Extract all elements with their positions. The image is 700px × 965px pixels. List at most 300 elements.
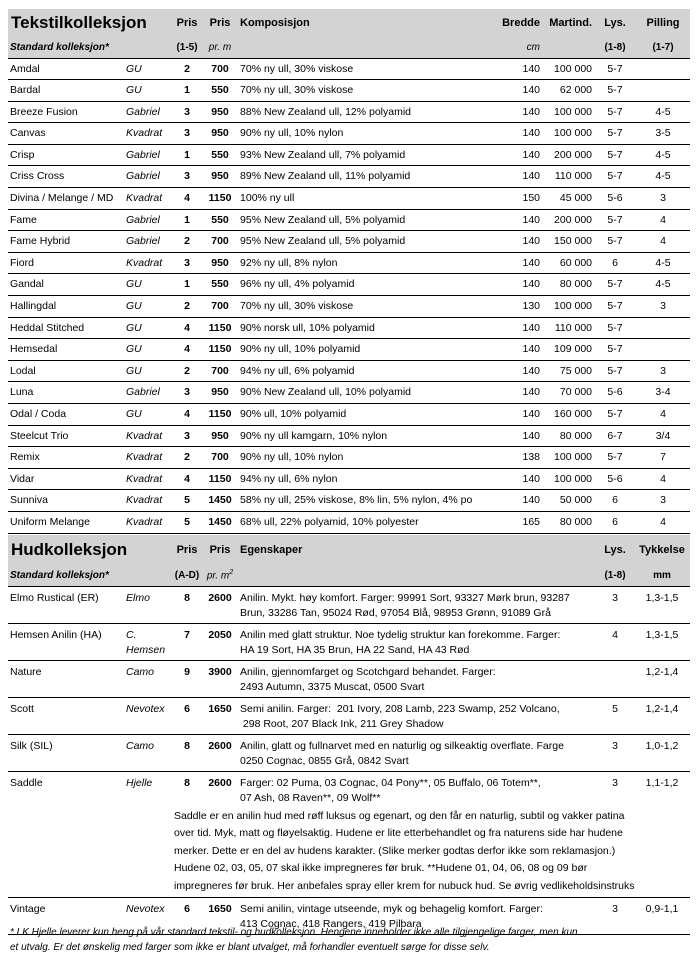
price: 700	[202, 360, 238, 382]
lightfastness: 5-7	[594, 339, 636, 361]
table-row	[8, 209, 690, 231]
price: 950	[202, 252, 238, 274]
pilling: 3/4	[636, 425, 690, 447]
composition: 92% ny ull, 8% nylon	[238, 252, 494, 274]
properties-line: Farger: 02 Puma, 03 Cognac, 04 Pony**, 05 Buffalo, 06 Totem**,	[240, 776, 541, 789]
width: 140	[494, 101, 542, 123]
width: 140	[494, 425, 542, 447]
supplier: Gabriel	[124, 382, 172, 404]
fabric-name: Odal / Coda	[8, 404, 124, 426]
width: 140	[494, 123, 542, 145]
price: 550	[202, 144, 238, 166]
fabric-name: Lodal	[8, 360, 124, 382]
price-group: 7	[172, 623, 202, 660]
lightfastness: 5-6	[594, 382, 636, 404]
fabric-name: Fame Hybrid	[8, 231, 124, 253]
supplier: GU	[124, 339, 172, 361]
price: 950	[202, 123, 238, 145]
price-group: 3	[172, 252, 202, 274]
properties-line: Anilin, gjennomfarget og Scotchgard behandet. Farger:	[240, 665, 496, 678]
price: 2050	[202, 623, 238, 660]
pilling	[636, 339, 690, 361]
note-line: merker. Dette er en del av hudens karakter. (Slike merker godtas derfor ikke som reklamasjon.)	[174, 844, 616, 857]
header-pilling: Pilling	[636, 9, 690, 37]
width: 140	[494, 209, 542, 231]
leather-header-thickness: Tykkelse	[634, 535, 690, 565]
table-row	[8, 771, 690, 808]
width: 140	[494, 231, 542, 253]
leather-title: Hudkolleksjon	[8, 535, 172, 565]
pilling: 4	[636, 404, 690, 426]
composition: 90% ny ull, 10% nylon	[238, 447, 494, 469]
price: 1650	[202, 697, 238, 734]
martindale: 110 000	[542, 166, 594, 188]
price-group: 6	[172, 898, 202, 935]
martindale: 45 000	[542, 188, 594, 210]
lightfastness: 5-6	[594, 188, 636, 210]
thickness: 1,2-1,4	[634, 697, 690, 734]
composition: 95% New Zealand ull, 5% polyamid	[238, 209, 494, 231]
note-line: impregneres før bruk. Her anbefales spray eller krem for nubuck hud. Se øvrig vedlikeholdsinstruks	[174, 879, 635, 892]
lightfastness: 3	[596, 898, 634, 935]
note-line: over tid. Myk, matt og fløyelsaktig. Hudene er lite etterbehandlet og fra naturens side har hudene	[174, 827, 623, 839]
table-row	[8, 697, 690, 734]
fabric-name: Crisp	[8, 144, 124, 166]
textile-subtitle: Standard kolleksjon*	[8, 37, 172, 58]
price-group: 9	[172, 660, 202, 697]
pilling: 7	[636, 447, 690, 469]
pilling: 4	[636, 231, 690, 253]
width: 140	[494, 360, 542, 382]
table-row	[8, 490, 690, 512]
pilling: 4	[636, 209, 690, 231]
martindale: 100 000	[542, 447, 594, 469]
lightfastness: 5-7	[594, 317, 636, 339]
width: 140	[494, 144, 542, 166]
width: 140	[494, 252, 542, 274]
price-group: 5	[172, 511, 202, 533]
supplier: Nevotex	[124, 898, 172, 935]
width: 165	[494, 511, 542, 533]
composition: 90% ny ull kamgarn, 10% nylon	[238, 425, 494, 447]
pilling	[636, 58, 690, 80]
price-group: 1	[172, 144, 202, 166]
supplier: GU	[124, 317, 172, 339]
price-group: 1	[172, 80, 202, 102]
martindale: 100 000	[542, 58, 594, 80]
width: 140	[494, 490, 542, 512]
lightfastness: 5-7	[594, 360, 636, 382]
price-group: 8	[184, 776, 190, 789]
price: 2600	[202, 586, 238, 623]
price-group: 1	[172, 209, 202, 231]
lightfastness	[596, 660, 634, 697]
table-row	[8, 58, 690, 80]
properties-line: 298 Root, 207 Black Ink, 211 Grey Shadow	[240, 717, 444, 730]
supplier: Gabriel	[124, 101, 172, 123]
supplier: Gabriel	[124, 231, 172, 253]
price: 2600	[208, 776, 232, 789]
leather-header-price-sqm: Pris	[202, 535, 238, 565]
martindale: 100 000	[542, 296, 594, 318]
header-price-meter: Pris	[202, 9, 238, 37]
price: 700	[202, 447, 238, 469]
note-line: Hudene 02, 03, 05, 07 skal ikke impregneres før bruk. **Hudene 01, 04, 06, 08 og 09 bør	[174, 862, 588, 874]
composition: 90% ny ull, 10% polyamid	[238, 339, 494, 361]
note-spacer	[8, 808, 172, 898]
price-group: 4	[172, 404, 202, 426]
leather-unit-light: (1-8)	[596, 565, 634, 586]
textile-rows	[8, 58, 690, 533]
price-group: 3	[172, 123, 202, 145]
martindale: 50 000	[542, 490, 594, 512]
composition: 95% New Zealand ull, 5% polyamid	[238, 231, 494, 253]
pilling: 4	[636, 468, 690, 490]
table-row-note	[8, 808, 690, 898]
table-row	[8, 660, 690, 697]
supplier: GU	[124, 404, 172, 426]
price: 1450	[202, 511, 238, 533]
lightfastness: 6	[594, 252, 636, 274]
supplier: GU	[124, 296, 172, 318]
pilling: 4-5	[636, 166, 690, 188]
pilling: 4-5	[636, 101, 690, 123]
price: 3900	[202, 660, 238, 697]
leather-header-light: Lys.	[596, 535, 634, 565]
pilling: 3	[636, 490, 690, 512]
leather-name: Saddle	[10, 776, 43, 789]
leather-name: Elmo Rustical (ER)	[8, 586, 124, 623]
leather-rows	[8, 586, 690, 935]
martindale: 109 000	[542, 339, 594, 361]
price: 950	[202, 166, 238, 188]
header-price-group: Pris	[172, 9, 202, 37]
footnote-line: et utvalg. Er det ønskelig med farger som ikke er blant utvalget, må forhandler eventuelt sørge for disse selv.	[10, 942, 490, 953]
price-group: 4	[172, 468, 202, 490]
price: 700	[202, 58, 238, 80]
unit-width: cm	[494, 37, 542, 58]
fabric-name: Criss Cross	[8, 166, 124, 188]
lightfastness: 6	[594, 490, 636, 512]
fabric-name: Heddal Stitched	[8, 317, 124, 339]
fabric-name: Divina / Melange / MD	[8, 188, 124, 210]
martindale: 110 000	[542, 317, 594, 339]
fabric-name: Fiord	[8, 252, 124, 274]
supplier: Gabriel	[124, 209, 172, 231]
leather-note	[172, 808, 690, 898]
lightfastness: 5-7	[594, 166, 636, 188]
price: 1650	[202, 898, 238, 935]
fabric-name: Steelcut Trio	[8, 425, 124, 447]
price-group: 8	[172, 586, 202, 623]
martindale: 160 000	[542, 404, 594, 426]
lightfastness: 5-7	[594, 296, 636, 318]
price-group: 2	[172, 447, 202, 469]
unit-price-meter: pr. m	[202, 37, 238, 58]
pilling: 3-4	[636, 382, 690, 404]
price-group: 4	[172, 339, 202, 361]
width: 150	[494, 188, 542, 210]
price-group: 3	[172, 382, 202, 404]
supplier: Kvadrat	[124, 188, 172, 210]
pilling	[636, 80, 690, 102]
martindale: 200 000	[542, 209, 594, 231]
composition: 58% ny ull, 25% viskose, 8% lin, 5% nylon, 4% po	[238, 490, 494, 512]
leather-name: Vintage	[8, 898, 124, 935]
lightfastness: 6	[594, 511, 636, 533]
leather-unit-price-sqm: pr. $m^2$	[202, 565, 238, 586]
price-group: 3	[172, 166, 202, 188]
note-line: Saddle er en anilin hud med røff luksus og egenart, og den får en naturlig, subtil og vakker patina	[174, 809, 625, 822]
supplier: Hjelle	[126, 776, 153, 789]
price-group: 6	[172, 697, 202, 734]
thickness: 0,9-1,1	[634, 898, 690, 935]
lightfastness: 5	[596, 697, 634, 734]
price: 550	[202, 209, 238, 231]
unit-composition	[238, 37, 494, 58]
composition: 90% ull, 10% polyamid	[238, 404, 494, 426]
martindale: 100 000	[542, 468, 594, 490]
price-group: 2	[172, 58, 202, 80]
thickness: 1,0-1,2	[634, 734, 690, 771]
price: 700	[202, 231, 238, 253]
leather-subtitle: Standard kolleksjon*	[8, 565, 172, 586]
fabric-name: Hallingdal	[8, 296, 124, 318]
martindale: 200 000	[542, 144, 594, 166]
lightfastness: 5-7	[594, 447, 636, 469]
pilling: 4-5	[636, 144, 690, 166]
lightfastness: 5-7	[594, 231, 636, 253]
composition: 90% norsk ull, 10% polyamid	[238, 317, 494, 339]
price: 550	[202, 80, 238, 102]
lightfastness: 5-7	[594, 274, 636, 296]
leather-unit-properties	[238, 565, 596, 586]
table-row	[8, 317, 690, 339]
leather-header-properties: Egenskaper	[238, 535, 596, 565]
textile-title: Tekstilkolleksjon	[8, 9, 172, 37]
composition: 70% ny ull, 30% viskose	[238, 296, 494, 318]
pilling: 3	[636, 296, 690, 318]
price-group: 4	[172, 317, 202, 339]
properties-line: 0250 Cognac, 0855 Grå, 0842 Svart	[240, 754, 409, 767]
width: 140	[494, 468, 542, 490]
lightfastness: 5-7	[594, 209, 636, 231]
composition: 70% ny ull, 30% viskose	[238, 58, 494, 80]
supplier: Kvadrat	[124, 252, 172, 274]
lightfastness: 3	[612, 776, 618, 789]
header-light: Lys.	[594, 9, 636, 37]
width: 140	[494, 58, 542, 80]
composition: 96% ny ull, 4% polyamid	[238, 274, 494, 296]
thickness: 1,1-1,2	[645, 776, 679, 789]
price: 1150	[202, 317, 238, 339]
pilling: 3	[636, 360, 690, 382]
supplier: Kvadrat	[124, 425, 172, 447]
table-row	[8, 188, 690, 210]
table-row	[8, 586, 690, 623]
lightfastness: 3	[596, 586, 634, 623]
table-row	[8, 425, 690, 447]
composition: 100% ny ull	[238, 188, 494, 210]
lightfastness: 4	[596, 623, 634, 660]
composition: 88% New Zealand ull, 12% polyamid	[238, 101, 494, 123]
leather-name: Hemsen Anilin (HA)	[8, 623, 124, 660]
header-composition: Komposisjon	[238, 9, 494, 37]
price: 1150	[202, 339, 238, 361]
supplier: Kvadrat	[124, 468, 172, 490]
price: 550	[202, 274, 238, 296]
properties-line: Semi anilin, vintage utseende, myk og behagelig komfort. Farger:	[240, 903, 543, 915]
price: 950	[202, 425, 238, 447]
header-martindale: Martind.	[542, 9, 594, 37]
table-row	[8, 360, 690, 382]
table-row	[8, 447, 690, 469]
price-group: 3	[172, 101, 202, 123]
composition: 90% New Zealand ull, 10% polyamid	[238, 382, 494, 404]
lightfastness: 5-7	[594, 101, 636, 123]
lightfastness: 5-7	[594, 144, 636, 166]
fabric-name: Luna	[8, 382, 124, 404]
width: 140	[494, 382, 542, 404]
unit-martindale	[542, 37, 594, 58]
price-group: 1	[172, 274, 202, 296]
width: 140	[494, 339, 542, 361]
supplier: Nevotex	[124, 697, 172, 734]
fabric-name: Canvas	[8, 123, 124, 145]
properties	[238, 697, 596, 734]
martindale: 100 000	[542, 123, 594, 145]
lightfastness: 6-7	[594, 425, 636, 447]
supplier: Elmo	[124, 586, 172, 623]
table-row	[8, 468, 690, 490]
table-row	[8, 101, 690, 123]
leather-header-price-group: Pris	[172, 535, 202, 565]
supplier: Gabriel	[124, 166, 172, 188]
footnote-line: * LK Hjelle leverer kun heng på vår standard tekstil- og hudkolleksjon. Hengene inneholder ikke alle tilgjengelige farger, men kun	[10, 927, 578, 938]
fabric-name: Fame	[8, 209, 124, 231]
lightfastness: 5-7	[594, 404, 636, 426]
pilling: 4-5	[636, 252, 690, 274]
properties-line: 07 Ash, 08 Raven**, 09 Wolf**	[240, 791, 381, 804]
composition: 89% New Zealand ull, 11% polyamid	[238, 166, 494, 188]
thickness: 1,2-1,4	[634, 660, 690, 697]
properties-line: Anilin. Mykt. høy komfort. Farger: 99991 Sort, 93327 Mørk brun, 93287	[240, 591, 570, 604]
supplier: GU	[124, 274, 172, 296]
leather-name: Nature	[8, 660, 124, 697]
price-group: 3	[172, 425, 202, 447]
pilling: 3	[636, 188, 690, 210]
martindale: 80 000	[542, 511, 594, 533]
properties	[238, 660, 596, 697]
unit-light: (1-8)	[594, 37, 636, 58]
price-group: 5	[172, 490, 202, 512]
martindale: 80 000	[542, 425, 594, 447]
price: 950	[202, 101, 238, 123]
leather-name: Silk (SIL)	[8, 734, 124, 771]
width: 140	[494, 404, 542, 426]
martindale: 75 000	[542, 360, 594, 382]
table-row	[8, 166, 690, 188]
lightfastness: 5-7	[594, 123, 636, 145]
price: 2600	[202, 734, 238, 771]
price: 700	[202, 296, 238, 318]
table-row	[8, 144, 690, 166]
width: 140	[494, 317, 542, 339]
composition: 90% ny ull, 10% nylon	[238, 123, 494, 145]
supplier: C. Hemsen	[124, 623, 172, 660]
leather-name: Scott	[8, 697, 124, 734]
thickness: 1,3-1,5	[634, 586, 690, 623]
header-width: Bredde	[494, 9, 542, 37]
price-group: 2	[172, 296, 202, 318]
supplier: Kvadrat	[124, 511, 172, 533]
fabric-name: Amdal	[8, 58, 124, 80]
pilling	[636, 317, 690, 339]
properties-line: Anilin, glatt og fullnarvet med en naturlig og silkeaktig overflate. Farge	[240, 739, 564, 752]
width: 140	[494, 166, 542, 188]
lightfastness: 5-6	[594, 468, 636, 490]
properties-line: 2493 Autumn, 3375 Muscat, 0500 Svart	[240, 680, 425, 693]
width: 140	[494, 80, 542, 102]
price-group: 8	[172, 734, 202, 771]
price: 1150	[202, 404, 238, 426]
properties-line: Anilin med glatt struktur. Noe tydelig struktur kan forekomme. Farger:	[240, 628, 561, 641]
properties	[238, 771, 596, 808]
martindale: 60 000	[542, 252, 594, 274]
properties-line: Brun, 33286 Tan, 95024 Rød, 97054 Blå, 98953 Grønn, 91089 Grå	[240, 606, 551, 619]
leather-table	[8, 535, 690, 935]
supplier: GU	[124, 80, 172, 102]
table-row	[8, 252, 690, 274]
properties	[238, 623, 596, 660]
properties-line: HA 19 Sort, HA 35 Brun, HA 22 Sand, HA 43 Rød	[240, 643, 470, 656]
price: 1150	[202, 188, 238, 210]
table-row	[8, 231, 690, 253]
leather-unit-price-group: (A-D)	[172, 565, 202, 586]
price: 950	[202, 382, 238, 404]
textile-table	[8, 9, 690, 534]
lightfastness: 3	[596, 734, 634, 771]
fabric-name: Uniform Melange	[8, 511, 124, 533]
composition: 70% ny ull, 30% viskose	[238, 80, 494, 102]
supplier: Kvadrat	[124, 490, 172, 512]
supplier: Camo	[124, 734, 172, 771]
table-row	[8, 404, 690, 426]
pilling: 3-5	[636, 123, 690, 145]
properties-line: 413 Cognac, 418 Rangers, 419 Pilbara	[240, 918, 422, 930]
price: 1450	[202, 490, 238, 512]
lightfastness: 5-7	[594, 58, 636, 80]
lightfastness: 5-7	[594, 80, 636, 102]
supplier: Kvadrat	[124, 447, 172, 469]
fabric-name: Remix	[8, 447, 124, 469]
supplier: GU	[124, 360, 172, 382]
supplier: Camo	[124, 660, 172, 697]
martindale: 150 000	[542, 231, 594, 253]
width: 130	[494, 296, 542, 318]
table-row	[8, 296, 690, 318]
pilling: 4-5	[636, 274, 690, 296]
martindale: 62 000	[542, 80, 594, 102]
table-row	[8, 339, 690, 361]
table-row	[8, 274, 690, 296]
footnote	[10, 925, 690, 955]
unit-pilling: (1-7)	[636, 37, 690, 58]
fabric-name: Hemsedal	[8, 339, 124, 361]
supplier: GU	[124, 58, 172, 80]
fabric-name: Breeze Fusion	[8, 101, 124, 123]
table-row	[8, 123, 690, 145]
